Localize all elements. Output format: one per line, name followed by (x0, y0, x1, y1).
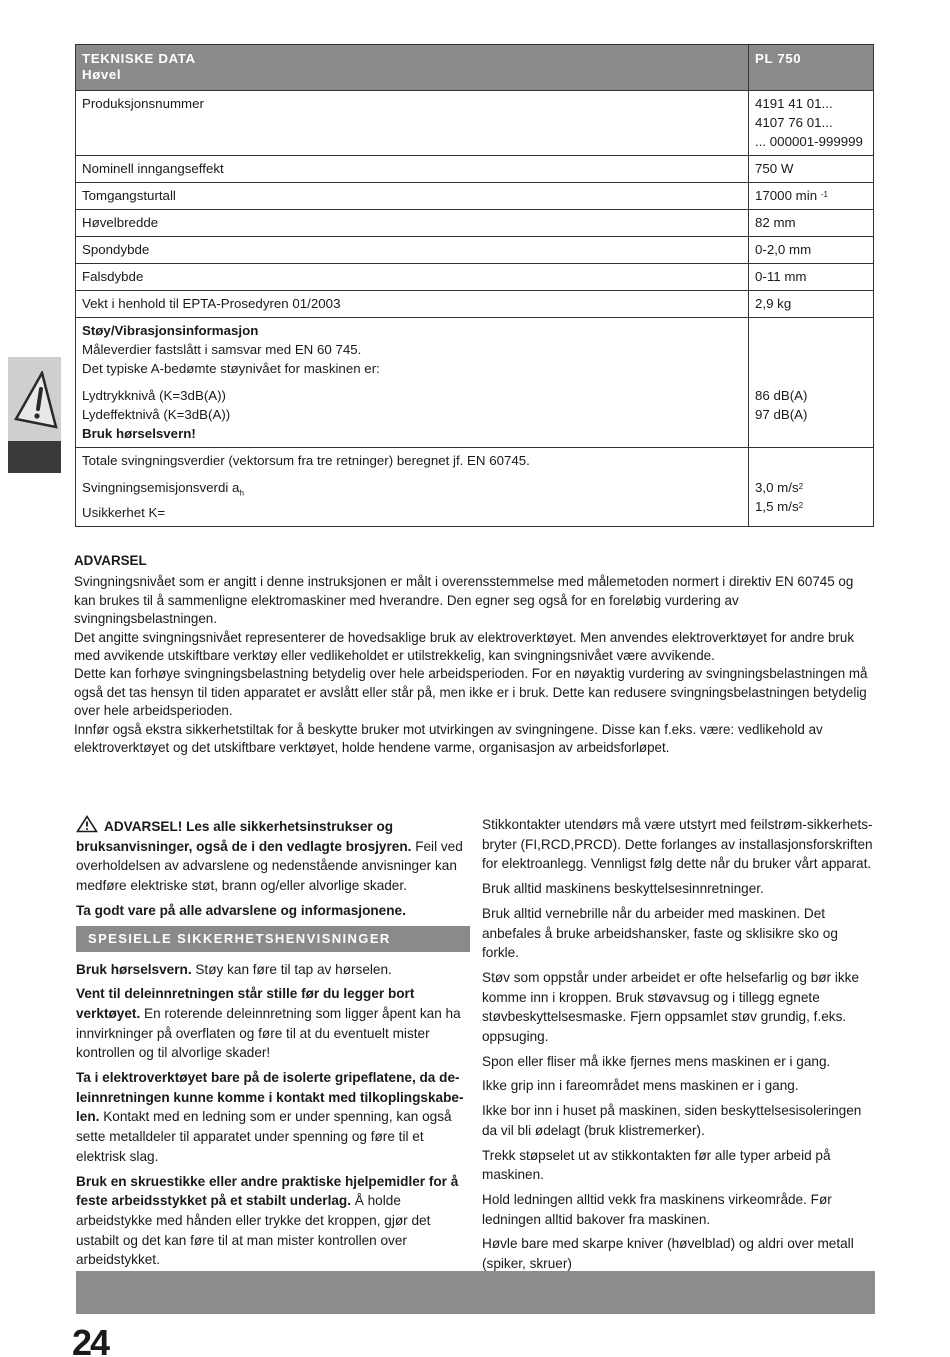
row-value-line: ... 000001-999999 (755, 134, 863, 149)
row-label: Nominell inngangseffekt (76, 156, 749, 183)
table-row (76, 291, 874, 318)
noise-info-row (76, 318, 874, 448)
safety-paragraph: Spon eller fliser må ikke fjernes mens maskinen er i gang. (482, 1053, 831, 1069)
noise-power-label: Lydeffektnivå (K=3dB(A)) (82, 407, 231, 422)
row-label: Spondybde (76, 237, 749, 264)
table-row (76, 156, 874, 183)
advarsel-paragraph: Det angitte svingningsnivået representerer de hovedsaklige bruk av elektroverktøyet. Men anvendes elektroverktøyet for andre bruk med avvikende utskiftbare verktøy eller vedlikeholdet er utilstrekkelig, kan svingningsnivået være avvikende. (74, 629, 855, 664)
table-row (76, 237, 874, 264)
noise-power-value: 97 dB(A) (755, 407, 808, 422)
general-warning-paragraph (76, 815, 470, 896)
noise-info-label (76, 318, 749, 448)
side-warning-tab (8, 357, 61, 473)
safety-text: Å holde arbeidstykke med hånden eller trykke det kroppen, gjør det ustabilt og det kan føre til at man mister kontrollen over arbeidstykket. (76, 1193, 431, 1268)
row-label: Produksjonsnummer (76, 91, 749, 156)
footer-bar (76, 1271, 875, 1314)
safety-paragraph (76, 984, 470, 1063)
row-label: Falsdybde (76, 264, 749, 291)
vibration-line: Totale svingningsverdier (vektorsum fra tre retninger) beregnet jf. EN 60745. (82, 453, 530, 468)
vibration-uncertainty-label: Usikkerhet K= (82, 504, 166, 520)
advarsel-section (74, 552, 874, 757)
header-subtitle: Høvel (82, 67, 122, 82)
row-value: 2,9 kg (749, 291, 874, 318)
section-title-bar: SPESIELLE SIKKERHETSHENVISNINGER (76, 926, 470, 952)
safety-bold: Bruk en skruestikke eller andre praktiske hjelpemidler for å feste arbeidsstykket på et stabilt underlag. (76, 1173, 459, 1209)
noise-info-values (749, 318, 874, 448)
safety-paragraph: Hold ledningen alltid vekk fra maskinens virkeområde. Før ledningen alltid bakover fra maskinen. (482, 1191, 832, 1227)
safety-paragraph: Bruk alltid vernebrille når du arbeider med maskinen. Det anbefales å bruke arbeidshansker, faste og sklisikre sko og forkle. (482, 905, 838, 961)
safety-bold: Ta i elektroverktøyet bare på de isolerte gripeflatene, da deleinnretningen kunne komme i kontakt med tilkoplingskabelen. (76, 1070, 464, 1125)
row-label: Vekt i henhold til EPTA-Prosedyren 01/2003 (76, 291, 749, 318)
noise-pressure-value: 86 dB(A) (755, 388, 808, 403)
row-value-line: 4107 76 01... (755, 115, 833, 130)
safety-bold: Bruk hørselsvern. (76, 961, 192, 977)
safety-paragraph: Stikkontakter utendørs må være utstyrt med feilstrøm-sikkerhetsbryter (FI,RCD,PRCD). Dette forlanges av installasjonsforskriften for elektroanlegg. Vennligst følg dette når du bruker vårt apparat. (482, 817, 873, 872)
general-warning-text: Feil ved overholdelsen av advarslene og nedenstående anvisninger kan medføre elektriske støt, brann og/eller alvorlige skader. (76, 838, 463, 894)
safety-paragraph: Ikke bor inn i huset på maskinen, siden beskyttelsesisoleringen da vil bli ødelagt (bruk klistremerker). (482, 1103, 862, 1138)
table-header-row (76, 45, 874, 91)
safety-paragraph: Bruk alltid maskinens beskyttelsesinnretninger. (482, 881, 764, 897)
row-value (749, 183, 874, 210)
row-label: Høvelbredde (76, 210, 749, 237)
row-value-text: 17000 min (755, 188, 818, 203)
vibration-info-label (76, 448, 749, 527)
vibration-emission-text: Svingningsemisjonsverdi a (82, 480, 240, 495)
technical-data-table (75, 44, 874, 527)
right-column (482, 815, 876, 1279)
vibration-uncertainty-value (755, 497, 867, 516)
noise-pressure-label: Lydtrykknivå (K=3dB(A)) (82, 388, 226, 403)
noise-title: Støy/Vibrasjonsinformasjon (82, 323, 259, 338)
vibration-emission-subscript: h (239, 488, 244, 498)
row-value-superscript: -1 (820, 190, 828, 199)
safety-paragraph: Trekk støpselet ut av stikkontakten før alle typer arbeid på maskinen. (482, 1147, 831, 1183)
vibration-uncertainty-value-text: 1,5 m/s (755, 499, 799, 514)
vibration-emission-value (755, 478, 867, 497)
table-row (76, 210, 874, 237)
safety-paragraph: Ikke grip inn i fareområdet mens maskinen er i gang. (482, 1078, 799, 1094)
row-label: Tomgangsturtall (76, 183, 749, 210)
safety-paragraph (76, 960, 470, 980)
row-value: 750 W (749, 156, 874, 183)
advarsel-heading: ADVARSEL (74, 553, 147, 568)
vibration-info-row (76, 448, 874, 527)
advarsel-paragraph: Dette kan forhøye svingningsbelastning betydelig over hele arbeidsperioden. For en nøyaktig vurdering av svingningsbelastningen må også det tas hensyn til tiden apparatet er avslått eller står på, men ikke er i bruk. Dette kan redusere svingningsbelastningen betydelig over hele arbeidsperioden. (74, 666, 868, 719)
safety-bold: Vent til deleinnretningen står stille før du legger bort verktøyet. (76, 986, 415, 1021)
warning-triangle-icon (76, 815, 98, 833)
general-warning-bold: ADVARSEL! Les alle sikkerhetsinstrukser og bruksanvisninger, også de i den vedlagte brosjyren. (76, 819, 412, 854)
row-value: 82 mm (749, 210, 874, 237)
safety-paragraph: Høvle bare med skarpe kniver (høvelblad) og aldri over metall (spiker, skruer) (482, 1236, 854, 1272)
vibration-emission-value-text: 3,0 m/s (755, 480, 799, 495)
safety-text: En roterende deleinnretning som ligger åpent kan ha innvirkninger på overflaten og føre til at du eventuelt mister kontrollen og til alvorlige skader! (76, 1005, 461, 1061)
noise-protect-note: Bruk hørselsvern! (82, 426, 196, 441)
safety-text: Kontakt med en ledning som er under spenning, kan også sette metalldeler til apparatet under spenning og føre til et elektrisk slag. (76, 1109, 452, 1164)
vibration-info-values (749, 448, 874, 527)
safety-text: Støy kan føre til tap av hørselen. (191, 961, 392, 977)
row-value: 0-2,0 mm (749, 237, 874, 264)
unit-superscript: 2 (798, 501, 804, 510)
vibration-emission-label (82, 478, 742, 503)
unit-superscript: 2 (798, 482, 804, 491)
noise-line: Måleverdier fastslått i samsvar med EN 60 745. (82, 342, 362, 357)
row-value-line: 4191 41 01... (755, 96, 833, 111)
noise-line: Det typiske A-bedømte støynivået for maskinen er: (82, 361, 380, 376)
safety-paragraph (76, 1068, 470, 1167)
warning-exclamation-icon (14, 371, 58, 431)
advarsel-paragraph: Innfør også ekstra sikkerhetstiltak for å beskytte bruker mot utvirkingen av svingningene. Disse kan f.eks. være: vedlikehold av elektroverktøyet og det utskiftbare verktøyet, holde hendene varme, organisasjon av arbeidsforløpet. (74, 721, 823, 756)
header-title: TEKNISKE DATA (82, 51, 196, 66)
table-header-model: PL 750 (749, 45, 874, 91)
safety-paragraph: Støv som oppstår under arbeidet er ofte helsefarlig og bør ikke komme inn i kroppen. Bruk støvavsug og i tillegg egnete støvbeskyttelsesmaske. Fjern oppsamlet støv grundig, f.eks. oppsuging. (482, 969, 860, 1045)
page-number: 24 (72, 1322, 109, 1357)
safety-paragraph (76, 1172, 470, 1271)
table-row (76, 264, 874, 291)
advarsel-paragraph: Svingningsnivået som er angitt i denne instruksjonen er målt i overensstemmelse med målemetoden normert i direktiv EN 60745 og kan brukes til å sammenligne elektromaskiner med hverandre. Den egner seg også for en foreløbig vurdering av svingningsbelastningen. (74, 574, 854, 627)
table-row (76, 91, 874, 156)
table-header-label (76, 45, 749, 91)
table-row (76, 183, 874, 210)
row-value: 0-11 mm (749, 264, 874, 291)
row-value (749, 91, 874, 156)
take-care-note: Ta godt vare på alle advarslene og informasjonene. (76, 902, 406, 918)
left-column (76, 815, 470, 1275)
